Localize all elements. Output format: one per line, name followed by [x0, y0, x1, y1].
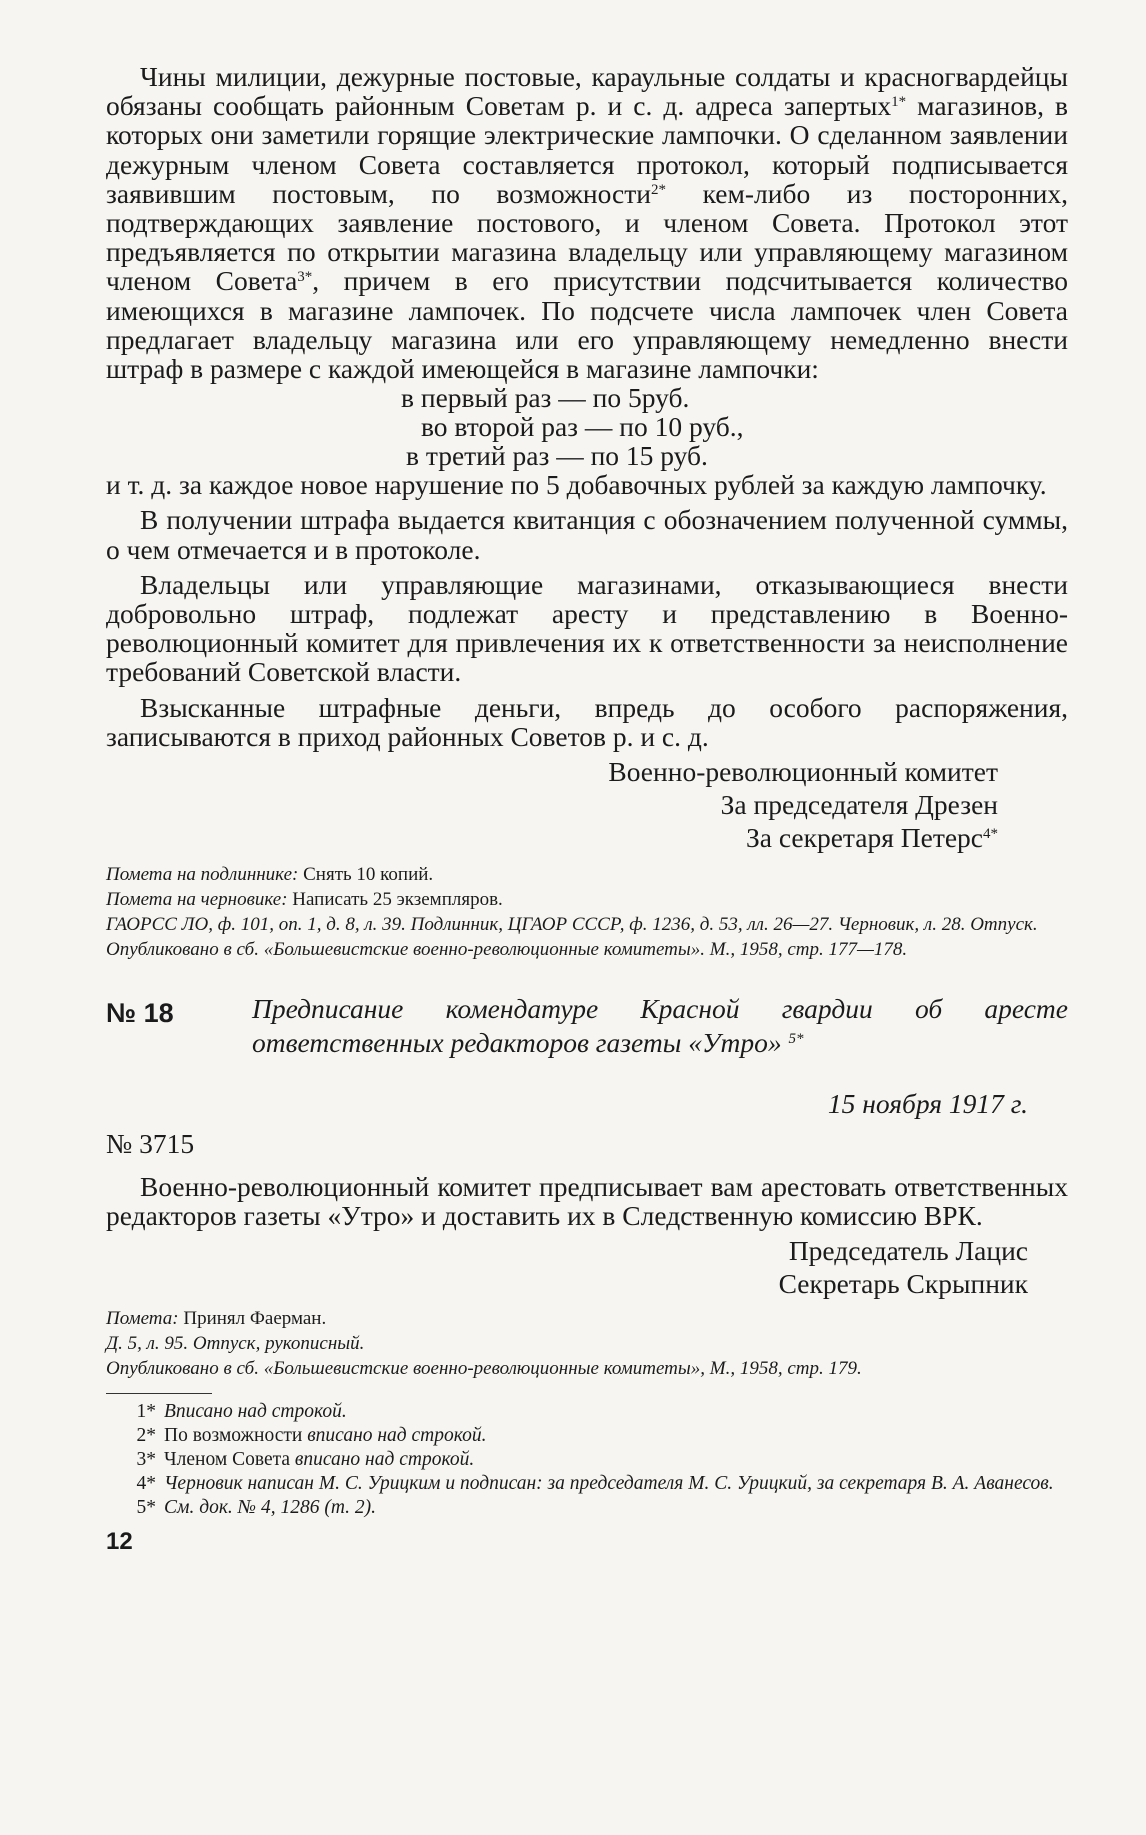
signature-block-1	[106, 755, 998, 854]
signature-org: Военно-революционный комитет	[608, 756, 998, 788]
archival-notes-1	[106, 862, 1068, 962]
fine-schedule	[106, 383, 1068, 470]
paragraph-3: В получении штрафа выдается квитанция с обозначением полученной суммы, о чем отмечается и в протоколе.	[106, 504, 1068, 565]
paragraph-4: Владельцы или управляющие магазинами, отказывающиеся внести добровольно штраф, подлежат аресту и представлению в Военно-революционный комитет для привлечения их к ответственности за неисполнение требований Советской власти.	[106, 568, 1068, 688]
note-line: Помета на подлиннике: Снять 10 копий.	[106, 864, 434, 886]
fine-line-2: во второй раз — по 10 руб.,	[421, 411, 744, 443]
footnote: 1* Вписано над строкой.	[136, 1401, 347, 1423]
document-text: Военно-революционный комитет предписывает вам арестовать ответственных редакторов газеты «Утро» и доставить их в Следственную комиссию ВРК.	[106, 1171, 1068, 1232]
paragraph-2: и т. д. за каждое новое нарушение по 5 добавочных рублей за каждую лампочку.	[106, 469, 1047, 501]
footnote-ref: 4*	[983, 826, 998, 843]
paragraph-5: Взысканные штрафные деньги, впредь до особого распоряжения, записываются в приход районных Советов р. и с. д.	[106, 691, 1068, 752]
archival-notes-2	[106, 1306, 1068, 1381]
fine-line-1: в первый раз — по 5руб.	[401, 382, 690, 414]
signature-chair: За председателя Дрезен	[720, 789, 998, 821]
footnote: 5* См. док. № 4, 1286 (т. 2).	[136, 1497, 377, 1519]
document-header	[106, 992, 1068, 1072]
note-line: Д. 5, л. 95. Отпуск, рукописный.	[106, 1333, 365, 1355]
signature-secretary: За секретаря Петерс$^{4*}$	[746, 822, 998, 854]
note-line: Опубликовано в сб. «Большевистские военно-революционные комитеты». М., 1958, стр. 177—178.	[106, 939, 908, 961]
document-title: Предписание комендатуре Красной гвардии об аресте ответственных редакторов газеты «Утро» $^{5*}$	[252, 993, 1068, 1059]
note-line: Помета на черновике: Написать 25 экземпляров.	[106, 889, 503, 911]
page	[106, 62, 1068, 1556]
footnote: 2* По возможности вписано над строкой.	[136, 1425, 487, 1447]
footnote: 3* Членом Совета вписано над строкой.	[136, 1449, 475, 1471]
footnote-ref: 3*	[297, 269, 313, 286]
footnotes	[106, 1400, 1068, 1520]
footnote-ref: 2*	[651, 181, 666, 198]
note-line: Помета: Принял Фаерман.	[106, 1308, 327, 1330]
registration-number: № 3715	[106, 1128, 195, 1160]
note-line: Опубликовано в сб. «Большевистские военно-революционные комитеты», М., 1958, стр. 179.	[106, 1358, 862, 1380]
paragraph-1: Чины милиции, дежурные постовые, караульные солдаты и красногвардейцы обязаны сообщать районным Советам р. и с. д. адреса запертых$^{1*}$ магазинов, в которых они заметили горящие электрические лампочки. О сделанном заявлении дежурным членом Совета составляется протокол, который подписывается заявившим постовым, по возможности$^{2*}$ кем-либо из посторонних, подтверждающих заявление постового, и членом Совета. Протокол этот предъявляется по открытии магазина владельцу или управляющему магазином членом Совета$^{3*}$, причем в его присутствии подсчитывается количество имеющихся в магазине лампочек. По подсчете числа лампочек член Совета предлагает владельцу магазина или его управляющему немедленно внести штраф в размере с каждой имеющейся в магазине лампочки:	[106, 61, 1068, 385]
footnote-ref: 1*	[891, 94, 907, 111]
document-date: 15 ноября 1917 г.	[827, 1088, 1028, 1120]
footnote-ref: 5*	[788, 1031, 804, 1048]
document-number: № 18	[106, 998, 174, 1029]
signature-block-2	[106, 1234, 1028, 1300]
note-line: ГАОРСС ЛО, ф. 101, оп. 1, д. 8, л. 39. Подлинник, ЦГАОР СССР, ф. 1236, д. 53, лл. 26—27. Черновик, л. 28. Отпуск.	[106, 914, 1038, 936]
signature-secretary: Секретарь Скрыпник	[778, 1268, 1028, 1300]
footnote-divider	[106, 1393, 212, 1394]
fine-line-3: в третий раз — по 15 руб.	[406, 440, 708, 472]
page-number: 12	[106, 1528, 133, 1556]
footnote: 4* Черновик написан М. С. Урицким и подписан: за председателя М. С. Урицкий, за секретаря В. А. Аванесов.	[136, 1473, 1054, 1495]
signature-chair: Председатель Лацис	[788, 1235, 1028, 1267]
